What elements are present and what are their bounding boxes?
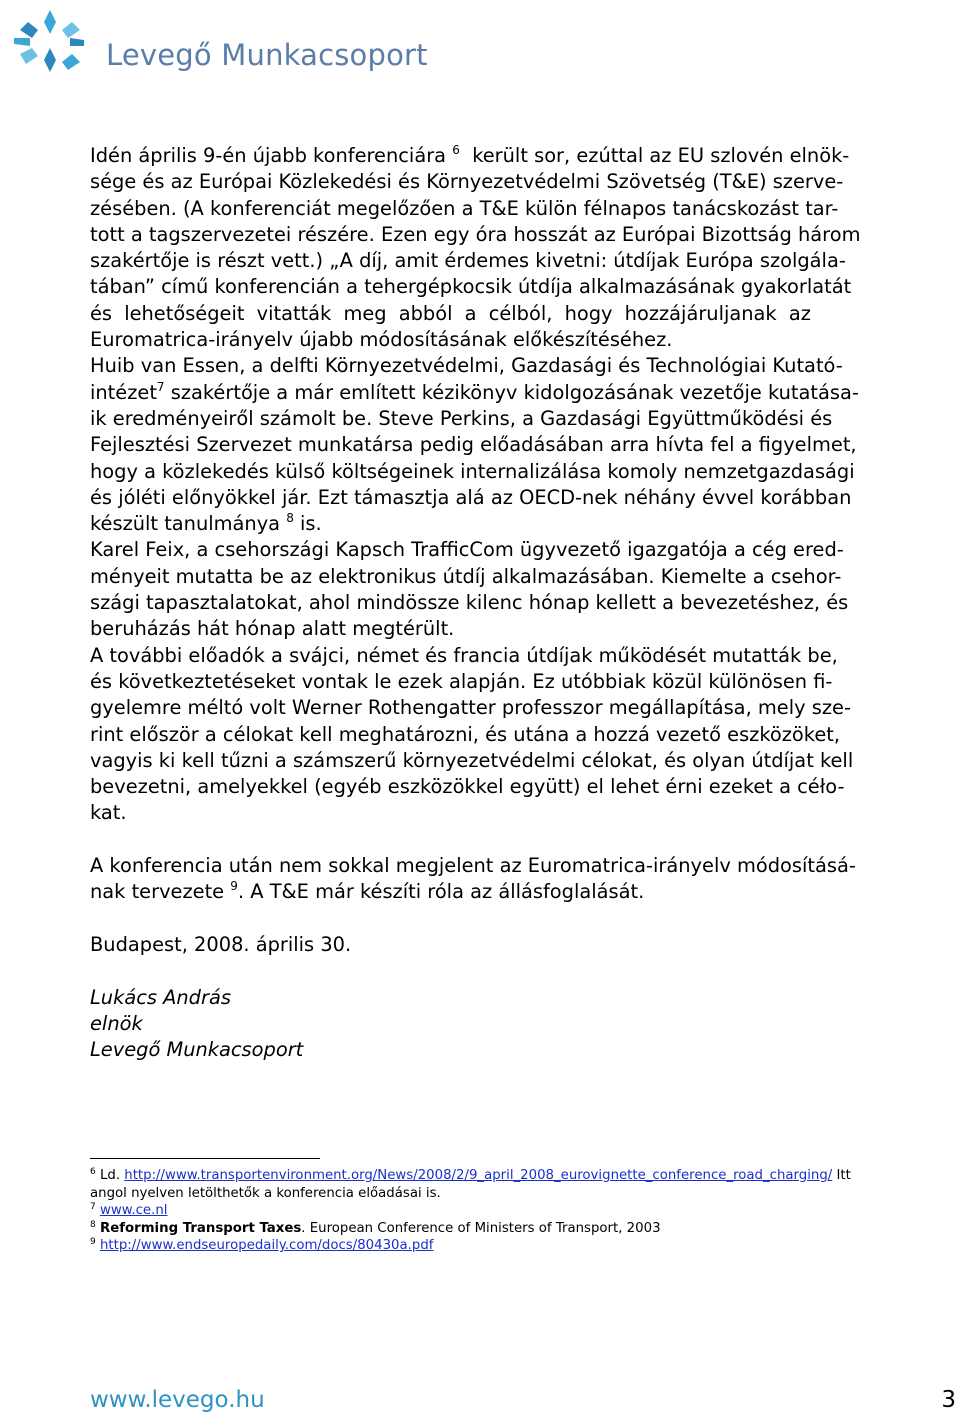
logo-text: Levegő Munkacsoport	[106, 38, 428, 72]
paragraph-line: Euromatrica-irányelv újabb módosításának előkészítéséhez.	[90, 328, 673, 352]
footer-website-link[interactable]: www.levego.hu	[90, 1387, 265, 1413]
paragraph-line: vagyis ki kell tűzni a számszerű környezetvédelmi célokat, és olyan útdíjat kell	[90, 748, 854, 772]
signature-org: Levegő Munkacsoport	[90, 1038, 304, 1062]
footnote-6: $^6$ Ld. http://www.transportenvironment.org/News/2008/2/9_april_2008_eurovignette_conference_road_charging/ Itt	[90, 1167, 851, 1183]
paragraph-line: ik eredményeiről számolt be. Steve Perkins, a Gazdasági Együttműködési és	[90, 406, 833, 430]
footnote-7: $^7$ www.ce.nl	[90, 1202, 168, 1219]
paragraph-line: szági tapasztalatokat, ahol mindössze kilenc hónap kellett a bevezetéshez, és	[90, 591, 849, 615]
paragraph-line: zésében. (A konferenciát megelőzően a T&E külön félnapos tanácskozást tar-	[90, 196, 839, 220]
paragraph-line: szakértője is részt vett.) „A díj, amit érdemes kivetni: útdíjak Európa szolgála-	[90, 249, 846, 273]
footnote-7-link[interactable]: www.ce.nl	[99, 1203, 168, 1219]
paragraph-line: rint először a célokat kell meghatározni, és utána a hozzá vezető eszközöket,	[90, 722, 841, 746]
date-line: Budapest, 2008. április 30.	[90, 932, 352, 956]
footnote-divider	[90, 1158, 320, 1159]
signature-role: elnök	[90, 1011, 143, 1035]
paragraph-line: A további előadók a svájci, német és francia útdíjak működését mutatták be,	[90, 643, 838, 667]
paragraph-line: Idén április 9-én újabb konferenciára $^6$ került sor, ezúttal az EU szlovén elnök-	[90, 143, 850, 167]
paragraph-line: intézet$^7$ szakértője a már említett kézikönyv kidolgozásának vezetője kutatása-	[90, 379, 859, 404]
paragraph-line: kat.	[90, 801, 127, 825]
paragraph-line: tában” című konferencián a tehergépkocsik útdíja alkalmazásának gyakorlatát	[90, 275, 852, 299]
footnotes	[90, 1167, 950, 1255]
article-body	[90, 143, 958, 1063]
paragraph-line: gyelemre méltó volt Werner Rothengatter professzor megállapítása, mely sze-	[90, 696, 851, 720]
footnote-ref-6[interactable]: 6	[452, 143, 460, 157]
footnote-ref-9[interactable]: 9	[230, 879, 238, 894]
paragraph-line: Fejlesztési Szervezet munkatársa pedig előadásában arra hívta fel a figyelmet,	[90, 433, 857, 457]
paragraph-line: sége és az Európai Közlekedési és Környezetvédelmi Szövetség (T&E) szerve-	[90, 170, 844, 194]
signature-name: Lukács András	[90, 985, 231, 1009]
paragraph-line: ményeit mutatta be az elektronikus útdíj alkalmazásában. Kiemelte a csehor-	[90, 564, 842, 588]
paragraph-line: készült tanulmánya $^8$ is.	[90, 511, 322, 536]
paragraph-line: bevezetni, amelyekkel (egyéb eszközökkel együtt) el lehet érni ezeket a céło-	[90, 775, 845, 799]
paragraph-line: hogy a közlekedés külső költségeinek internalizálása komoly nemzetgazdasági	[90, 459, 855, 483]
paragraph-line: tott a tagszervezetei részére. Ezen egy óra hosszát az Európai Bizottság három	[90, 222, 861, 246]
footnote-6-link[interactable]: http://www.transportenvironment.org/News/2008/2/9_april_2008_eurovignette_conference_road_charging/	[124, 1168, 833, 1183]
footnote-9-link[interactable]: http://www.endseuropedaily.com/docs/80430a.pdf	[99, 1238, 434, 1254]
logo	[10, 8, 428, 88]
page-number: 3	[941, 1387, 956, 1413]
footnote-ref-7[interactable]: 7	[156, 379, 165, 394]
snowflake-logo-icon	[10, 8, 94, 78]
paragraph-line: és következtetéseket vontak le ezek alapján. Ez utóbbiak közül különösen fi-	[90, 669, 833, 693]
paragraph-line: és jóléti előnyökkel jár. Ezt támasztja alá az OECD-nek néhány évvel korábban	[90, 485, 852, 509]
footnote-8: $^8$ Reforming Transport Taxes. European Conference of Ministers of Transport, 2003	[90, 1219, 661, 1236]
footnote-6-continued: angol nyelven letölthetők a konferencia előadásai is.	[90, 1185, 441, 1201]
paragraph-line: nak tervezete $^9$. A T&E már készíti róla az állásfoglalását.	[90, 879, 645, 904]
paragraph-line: beruházás hát hónap alatt megtérült.	[90, 617, 455, 641]
paragraph-line: Karel Feix, a csehországi Kapsch TrafficCom ügyvezető igazgatója a cég ered-	[90, 538, 844, 562]
paragraph-line: A konferencia után nem sokkal megjelent az Euromatrica-irányelv módosításá-	[90, 854, 856, 878]
footnote-ref-8[interactable]: 8	[286, 511, 294, 526]
paragraph-line: és lehetőségeit vitatták meg abból a célból, hogy hozzájáruljanak az	[90, 301, 811, 325]
footnote-9: $^9$ http://www.endseuropedaily.com/docs/80430a.pdf	[90, 1237, 434, 1254]
paragraph-line: Huib van Essen, a delfti Környezetvédelmi, Gazdasági és Technológiai Kutató-	[90, 354, 843, 378]
